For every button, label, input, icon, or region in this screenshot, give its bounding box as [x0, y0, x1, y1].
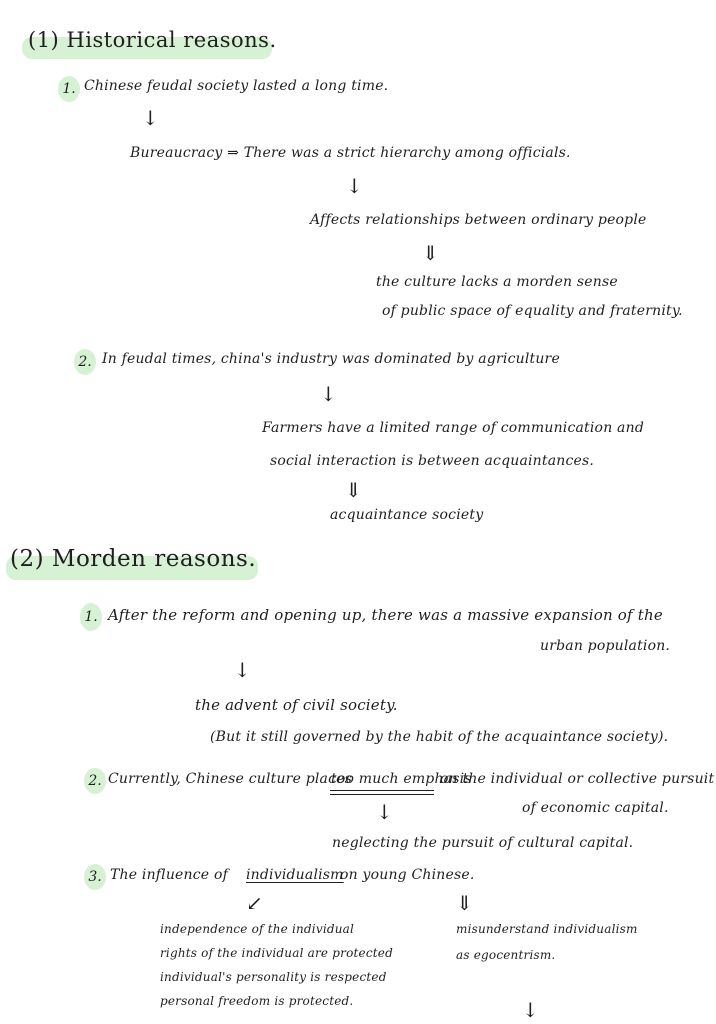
result-text: acquaintance society: [330, 507, 484, 523]
farmers-line: social interaction is between acquaintances.: [270, 453, 595, 469]
branch-line: as egocentrism.: [456, 948, 556, 962]
section2-heading: (2) Morden reasons.: [10, 546, 257, 572]
down-arrow-icon: ↓: [522, 998, 539, 1022]
item-number: 1.: [58, 76, 80, 102]
item-number: 2.: [74, 349, 96, 375]
item-text: In feudal times, china's industry was dominated by agriculture: [102, 351, 560, 367]
item-text: After the reform and opening up, there was a massive expansion of the: [108, 606, 663, 624]
result-line: of public space of equality and fraternity.: [382, 303, 683, 319]
bureaucracy-line: Bureaucracy ⇒ There was a strict hierarchy among officials.: [130, 145, 571, 161]
item-text-continuation: of economic capital.: [522, 800, 669, 816]
item-text-part: The influence of: [110, 867, 228, 883]
item-text-part: Currently, Chinese culture places: [108, 771, 352, 787]
down-arrow-icon: ↓: [320, 382, 337, 406]
item-number: 2.: [84, 768, 106, 794]
item-text-part: on young Chinese.: [340, 867, 475, 883]
item-number: 1.: [80, 603, 102, 631]
branch-line: individual's personality is respected: [160, 970, 387, 984]
down-arrow-icon: ↓: [234, 658, 251, 682]
branch-line: independence of the individual: [160, 922, 355, 936]
down-arrow-icon: ↓: [376, 800, 393, 824]
underline: [330, 790, 434, 791]
item-number: 3.: [84, 864, 106, 890]
underline: [330, 794, 434, 795]
down-left-arrow-icon: ↙: [246, 891, 263, 915]
note-text: (But it still governed by the habit of the acquaintance society).: [210, 729, 669, 745]
branch-line: personal freedom is protected.: [160, 994, 354, 1008]
item-text: Chinese feudal society lasted a long time.: [84, 78, 389, 94]
keyword-text: individualism: [246, 867, 344, 883]
branch-line: misunderstand individualism: [456, 922, 638, 936]
emphasis-text: too much emphasis: [331, 771, 472, 787]
effect-text: Affects relationships between ordinary people: [310, 212, 647, 228]
double-down-arrow-icon: ⇓: [422, 241, 439, 265]
item-text-part: on the individual or collective pursuit: [440, 771, 715, 787]
result-text: the advent of civil society.: [195, 696, 398, 714]
double-down-arrow-icon: ⇓: [456, 891, 473, 915]
result-text: neglecting the pursuit of cultural capital.: [332, 835, 634, 851]
section1-heading: (1) Historical reasons.: [28, 28, 277, 52]
farmers-line: Farmers have a limited range of communication and: [262, 420, 644, 436]
branch-line: rights of the individual are protected: [160, 946, 393, 960]
item-text-continuation: urban population.: [540, 638, 671, 654]
down-arrow-icon: ↓: [142, 106, 159, 130]
result-line: the culture lacks a morden sense: [376, 274, 618, 290]
double-down-arrow-icon: ⇓: [345, 478, 362, 502]
down-arrow-icon: ↓: [346, 174, 363, 198]
